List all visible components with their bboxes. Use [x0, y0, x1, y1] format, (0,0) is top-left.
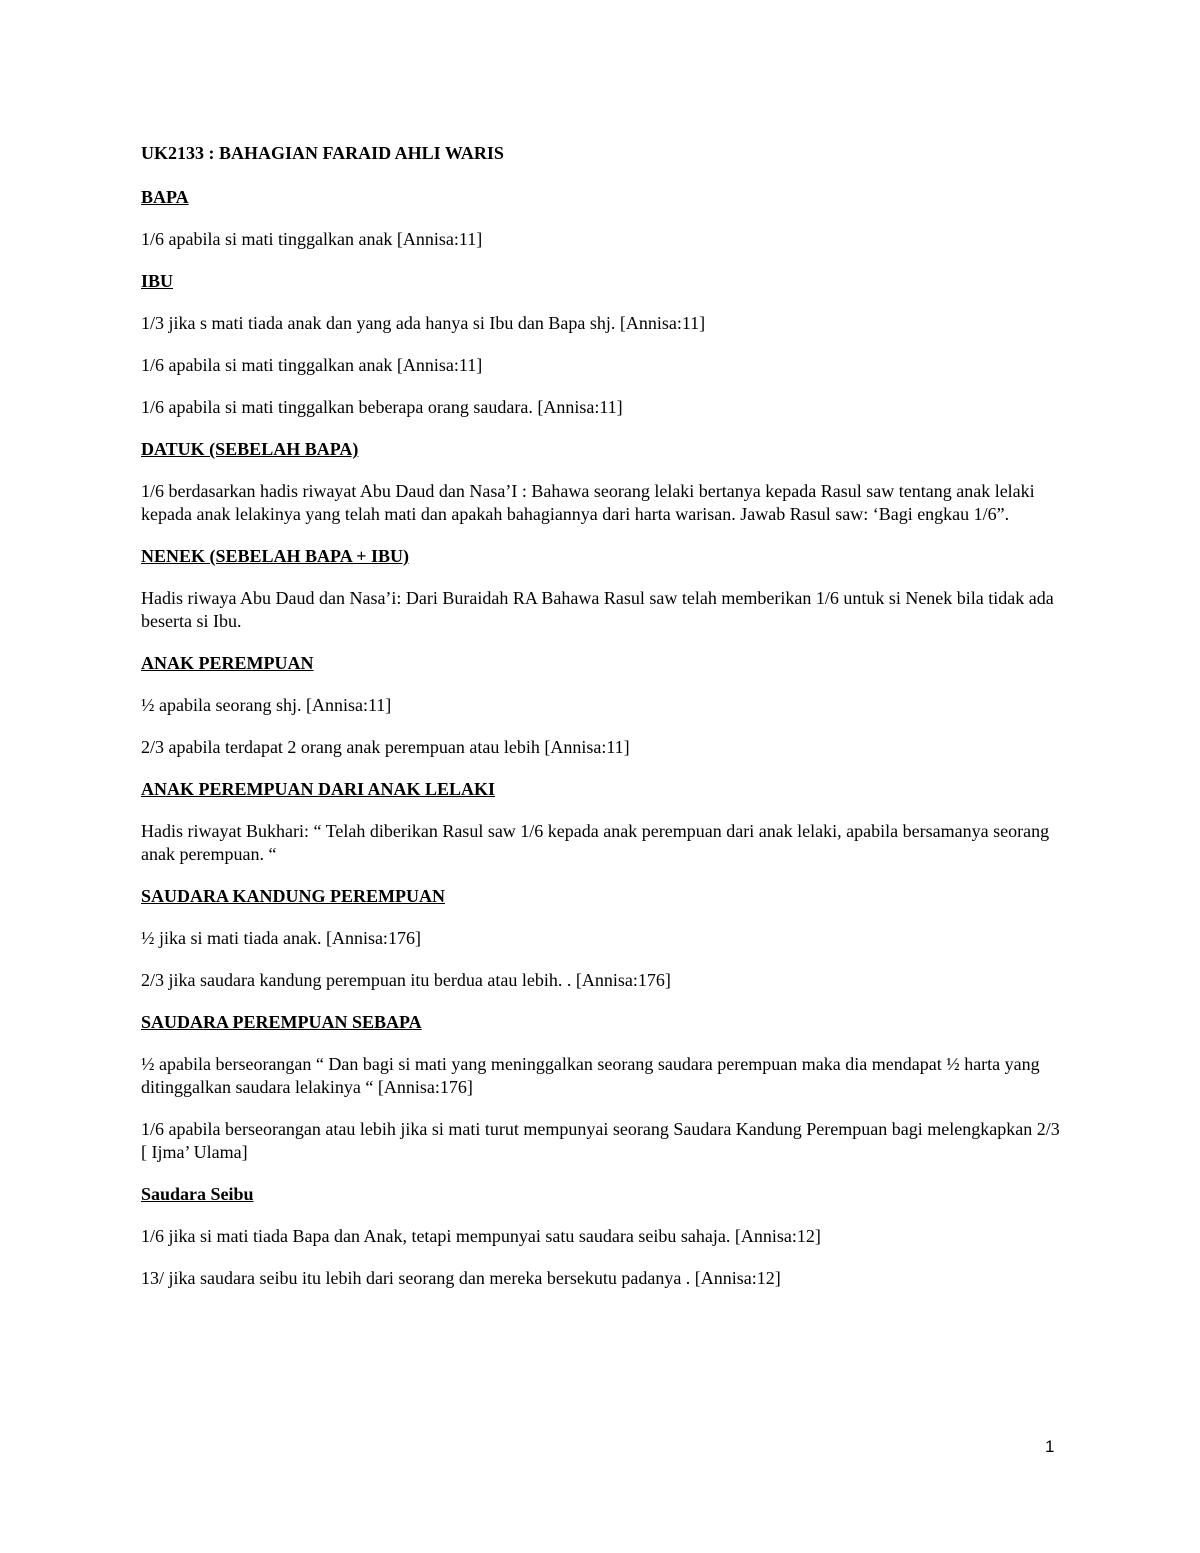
page-number: 1	[1045, 1437, 1055, 1456]
section-heading: Saudara Seibu	[141, 1184, 254, 1204]
section-paragraph: 1/6 apabila berseorangan atau lebih jika si mati turut mempunyai seorang Saudara Kandung Perempuan bagi melengkapkan 2/3 [ Ijma’ Ulama]	[141, 1119, 1060, 1162]
section-paragraph: Hadis riwayat Bukhari: “ Telah diberikan Rasul saw 1/6 kepada anak perempuan dari anak lelaki, apabila bersamanya seorang anak perempuan. “	[141, 821, 1050, 864]
section-paragraph: 2/3 apabila terdapat 2 orang anak perempuan atau lebih [Annisa:11]	[141, 737, 630, 757]
section-bapa	[141, 186, 1061, 251]
section-anak-perempuan	[141, 652, 1061, 759]
section-heading: ANAK PEREMPUAN	[141, 653, 314, 673]
section-paragraph: 1/6 apabila si mati tinggalkan anak [Annisa:11]	[141, 229, 483, 249]
section-ibu	[141, 270, 1061, 419]
section-heading: DATUK (SEBELAH BAPA)	[141, 439, 359, 459]
section-saudara-perempuan-sebapa	[141, 1011, 1061, 1164]
section-heading: NENEK (SEBELAH BAPA + IBU)	[141, 546, 409, 566]
section-paragraph: ½ apabila berseorangan “ Dan bagi si mati yang meninggalkan seorang saudara perempuan maka dia mendapat ½ harta yang ditinggalkan saudara lelakinya “ [Annisa:176]	[141, 1054, 1040, 1097]
section-heading: SAUDARA KANDUNG PEREMPUAN	[141, 886, 445, 906]
section-paragraph: 2/3 jika saudara kandung perempuan itu berdua atau lebih. . [Annisa:176]	[141, 970, 671, 990]
section-paragraph: ½ jika si mati tiada anak. [Annisa:176]	[141, 928, 421, 948]
section-paragraph: 1/6 berdasarkan hadis riwayat Abu Daud dan Nasa’I : Bahawa seorang lelaki bertanya kepada Rasul saw tentang anak lelaki kepada anak lelakinya yang telah mati dan apakah bahagiannya dari harta warisan. Jawab Rasul saw: ‘Bagi engkau 1/6”.	[141, 481, 1035, 524]
document-title: UK2133 : BAHAGIAN FARAID AHLI WARIS	[141, 143, 504, 163]
section-nenek	[141, 545, 1061, 633]
section-heading: SAUDARA PEREMPUAN SEBAPA	[141, 1012, 422, 1032]
section-heading: BAPA	[141, 187, 189, 207]
section-paragraph: 1/3 jika s mati tiada anak dan yang ada hanya si Ibu dan Bapa shj. [Annisa:11]	[141, 313, 706, 333]
section-saudara-seibu	[141, 1183, 1061, 1290]
section-heading: ANAK PEREMPUAN DARI ANAK LELAKI	[141, 779, 496, 799]
section-paragraph: 13/ jika saudara seibu itu lebih dari seorang dan mereka bersekutu padanya . [Annisa:12]	[141, 1268, 781, 1288]
section-paragraph: 1/6 jika si mati tiada Bapa dan Anak, tetapi mempunyai satu saudara seibu sahaja. [Annisa:12]	[141, 1226, 821, 1246]
document-body	[141, 142, 1061, 1309]
section-heading: IBU	[141, 271, 174, 291]
section-paragraph: ½ apabila seorang shj. [Annisa:11]	[141, 695, 392, 715]
section-datuk	[141, 438, 1061, 526]
section-saudara-kandung-perempuan	[141, 885, 1061, 992]
section-paragraph: 1/6 apabila si mati tinggalkan beberapa orang saudara. [Annisa:11]	[141, 397, 623, 417]
section-paragraph: 1/6 apabila si mati tinggalkan anak [Annisa:11]	[141, 355, 483, 375]
section-anak-perempuan-dari-anak-lelaki	[141, 778, 1061, 866]
section-paragraph: Hadis riwaya Abu Daud dan Nasa’i: Dari Buraidah RA Bahawa Rasul saw telah memberikan 1/6 untuk si Nenek bila tidak ada beserta si Ibu.	[141, 588, 1054, 631]
